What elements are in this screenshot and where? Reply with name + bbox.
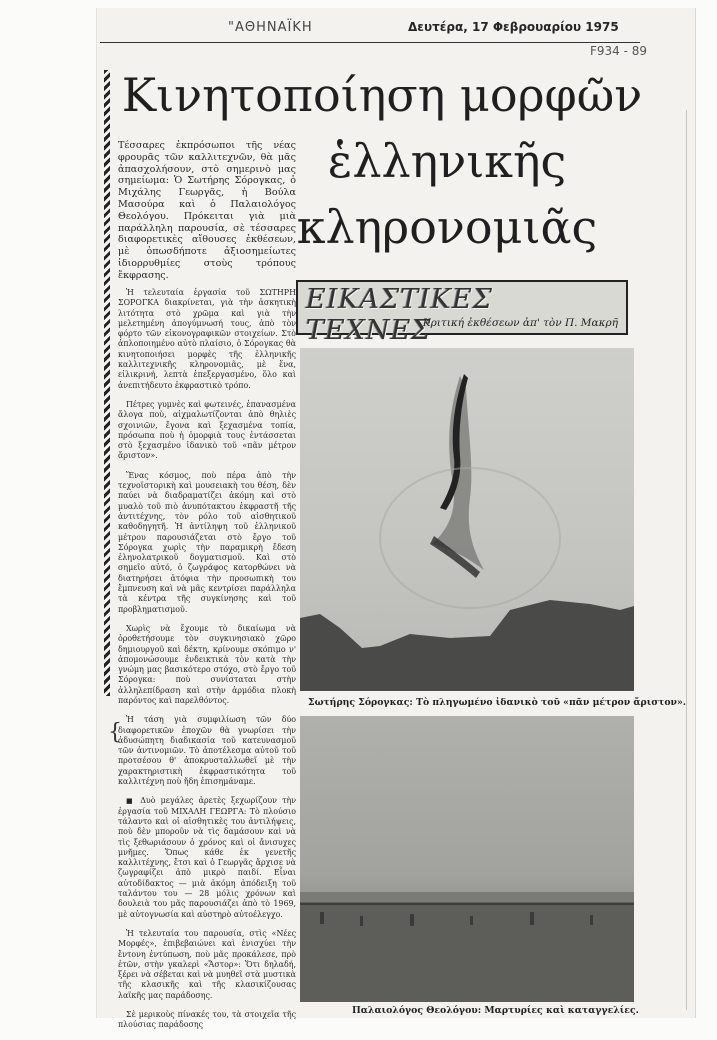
landscape-image xyxy=(300,716,634,1002)
column-decorative-rule xyxy=(104,70,110,696)
rubric-byline: Κριτική ἐκθέσεων ἀπ' τὸν Π. Μακρῆ xyxy=(422,317,618,329)
rubric-title: ΕΙΚΑΣΤΙΚΕΣ ΤΕΧΝΕΣ xyxy=(306,284,493,346)
publication-handwritten-label: "ΑΘΗΝΑΪΚΗ xyxy=(228,20,313,35)
body-paragraph: Ἕνας κόσμος, ποὺ πέρα ἀπὸ τὴν τεχνοϊστορικὴ καὶ μουσειακὴ του θέση, δὲν παύει νὰ διαδραματίζει ἀκόμη καὶ στὸ μυαλὸ τοῦ πιὸ ἀνυπότακτου ἐκφραστῆ τῆς ἀντιτέχνης, τὸν ρόλο τοῦ αἰσθητικοῦ καθοδηγητῆ. Ἡ ἀντίληψη τοῦ ἑλληνικοῦ μέτρου παρουσιάζεται στὸ ἔργο τοῦ Σόρογκα χωρὶς τὴν παραμικρὴ ἔδεση ἐληνολατρικοῦ δογματισμοῦ. Καὶ στὸ σημεῖο αὐτό, ὁ ζωγράφος κατορθώνει νὰ διατηρήσει ἀτόφια τὴν προσωπικὴ του ἔμπνευση καὶ νὰ μᾶς κεντρίσει παράλληλα τὰ κέντρα τῆς συγκίνησης καὶ τοῦ προβληματισμοῦ. xyxy=(118,470,296,614)
photo-caption: Σωτήρης Σόρογκας: Τὸ πληγωμένο ἰδανικὸ τοῦ «πᾶν μέτρον ἄριστον». xyxy=(308,697,687,708)
headline-line-1: Κινητοποίηση μορφῶν xyxy=(121,68,643,122)
body-paragraph: Ἡ τελευταία ἐργασία τοῦ ΣΩΤΗΡΗ ΣΟΡΟΓΚΑ διακρίνεται, γιὰ τὴν ἀσκητικὴ λιτότητα στὸ χρῶμα καὶ γιὰ τὴν μελετημένη ἀπογύμνωσή τους, ἀπὸ τὸν φόρτο τῶν εἰκονογραφικῶν στοιχείων. Στὸ ἀπλοποιημένο αὐτὸ πλαίσιο, ὁ Σόρογκας θὰ κινητοποιήσει μορφὲς τῆς ἑλληνικῆς καλλιτεχνικῆς κληρονομιᾶς, μὲ ἕνα, εἰλικρινή, λεπτὰ ἐπεξεργασμένο, ὅλο καὶ ἀνεπιτήδευτο ἐκφραστικὸ τρόπο. xyxy=(118,288,296,390)
article-body xyxy=(118,288,296,1040)
body-paragraph: ■ Δυὸ μεγάλες ἀρετὲς ξεχωρίζουν τὴν ἐργασία τοῦ ΜΙΧΑΛΗ ΓΕΩΡΓΑ: Τὸ πλούσιο τάλαντο καὶ οἱ αἰσθητικὲς του ἀντιλήψεις, ποὺ δὲν μποροῦν νὰ τὶς δαμάσουν καὶ νὰ τὶς ξεθωριάσουν ὁ χρόνος καὶ οἱ ἄνισυχες μνῆμες. Ὅπως κάθε ἐκ γενετῆς καλλιτέχνης, ἔτσι καὶ ὁ Γεωργᾶς ἄρχισε νὰ ζωγραφίζει ἀπὸ μικρὸ παιδί. Εἶναι αὐτοδίδακτος — μιὰ ἀκόμη ἀπόδειξη τοῦ ταλάντου του — 28 μόλις χρόνων καὶ δουλειὰ του μᾶς παρουσιάζει ἀπὸ τὸ 1969, μὲ αὐτογνωσία καὶ αὐστηρὸ αὐτοέλεγχο. xyxy=(118,796,296,920)
archive-code-stamp: F934 - 89 xyxy=(590,44,648,58)
body-paragraph: Πέτρες γυμνὲς καὶ φωτεινές, ἐπανασμένα ἄλογα ποὺ, αἰχμαλωτίζονται ἀπὸ θηλιὲς σχοινιῶν, ἔγονα καὶ ξεχασμένα τοπία, πρόσωπα ποὺ ἡ ὀμορφιὰ τους ἐντάσσεται στὸ ξεχασμένο ἰδανικὸ τοῦ «πᾶν μέτρον ἄριστον». xyxy=(118,399,296,461)
body-paragraph: Ἡ τελευταία του παρουσία, στὶς «Νέες Μορφές», ἐπιβεβαιώνει καὶ ἐνισχύει τὴν ἔντονη ἐντύπωση, ποὺ μᾶς προκάλεσε, πρὸ ἐτῶν, στὴν γκαλερὶ «Ἄστορ»: Ὅτι δηλαδή, ξέρει νὰ σέβεται καὶ νὰ μυηθεῖ στὰ μυστικὰ τῆς κλασικῆς καὶ τῆς κλασικίζουσας λαϊκῆς μας παράδοσης. xyxy=(118,928,296,1000)
section-rubric xyxy=(296,280,628,346)
body-paragraph: Ἡ τάση γιὰ συμφιλίωση τῶν δύο διαφορετικῶν ἐποχῶν θὰ γνωρίσει τὴν ἀδυσώπητη διαδικασία τοῦ κατευνασμοῦ τῶν ἀντινομιῶν. Τὸ ἀποτέλεσμα αὐτοῦ τοῦ προτσέσου θ' ἀποκρυσταλλωθεῖ μὲ τὴν χαρακτηριστικὴ ἐκφραστικότητα τοῦ καλλιτέχνη ποὺ ἤδη ἐπισημάναμε. xyxy=(118,715,296,787)
clipping-edge-rule xyxy=(686,110,687,1010)
article-lead: Τέσσαρες ἐκπρόσωποι τῆς νέας φρουρᾶς τῶν καλλιτεχνῶν, θὰ μᾶς ἀπασχολήσουν, στὸ σημερινὸ μας σημείωμα: Ὁ Σωτήρης Σόρογκας, ὁ Μιχάλης Γεωργᾶς, ἡ Βούλα Μασούρα καὶ ὁ Παλαιολόγος Θεολόγου. Πρόκειται γιὰ μιὰ παράλληλη παρουσία, σὲ τέσσαρες διαφορετικὲς αἴθουσες ἐκθέσεων, μὲ ὁπωσδήποτε ἀξιοσημείωτες ἰδιορρυθμίες στοὺς τρόπους ἔκφρασης. xyxy=(118,140,296,281)
headline-line-3: κληρονομιᾶς xyxy=(296,200,598,254)
body-paragraph: Σὲ μερικοὺς πίνακές του, τὰ στοιχεῖα τῆς πλούσιας παράδοσης xyxy=(118,1010,296,1030)
photo-caption: Παλαιολόγος Θεολόγου: Μαρτυρίες καὶ καταγγελίες. xyxy=(352,1005,639,1016)
header-rule xyxy=(100,42,640,43)
issue-date: Δευτέρα, 17 Φεβρουαρίου 1975 xyxy=(408,20,619,34)
body-paragraph: Χωρὶς νὰ ἔχουμε τὸ δικαίωμα νὰ ὁροθετήσουμε τὸν συγκινησιακὸ χῶρο δημιουργοῦ καὶ δέκτη, κρίνουμε σκόπιμο ν' ἀπομονώσουμε ἐνδεικτικὰ τὸν κατὰ τὴν γνώμη μας βασικότερο στόχο, στὸ ἔργο τοῦ Σόρογκα: ποὺ συνίσταται στὴν ἀλληλεπίδραση καὶ στὴν ἁρμόδια πλοκὴ παρόντος καὶ παρελθόντος. xyxy=(118,623,296,705)
sculpture-image xyxy=(300,348,634,691)
artwork-photo-sorogkas xyxy=(300,348,634,691)
paragraph-bracket-mark: { xyxy=(108,720,122,745)
artwork-photo-theologou xyxy=(300,716,634,1002)
headline-line-2: ἑλληνικῆς xyxy=(327,134,567,188)
